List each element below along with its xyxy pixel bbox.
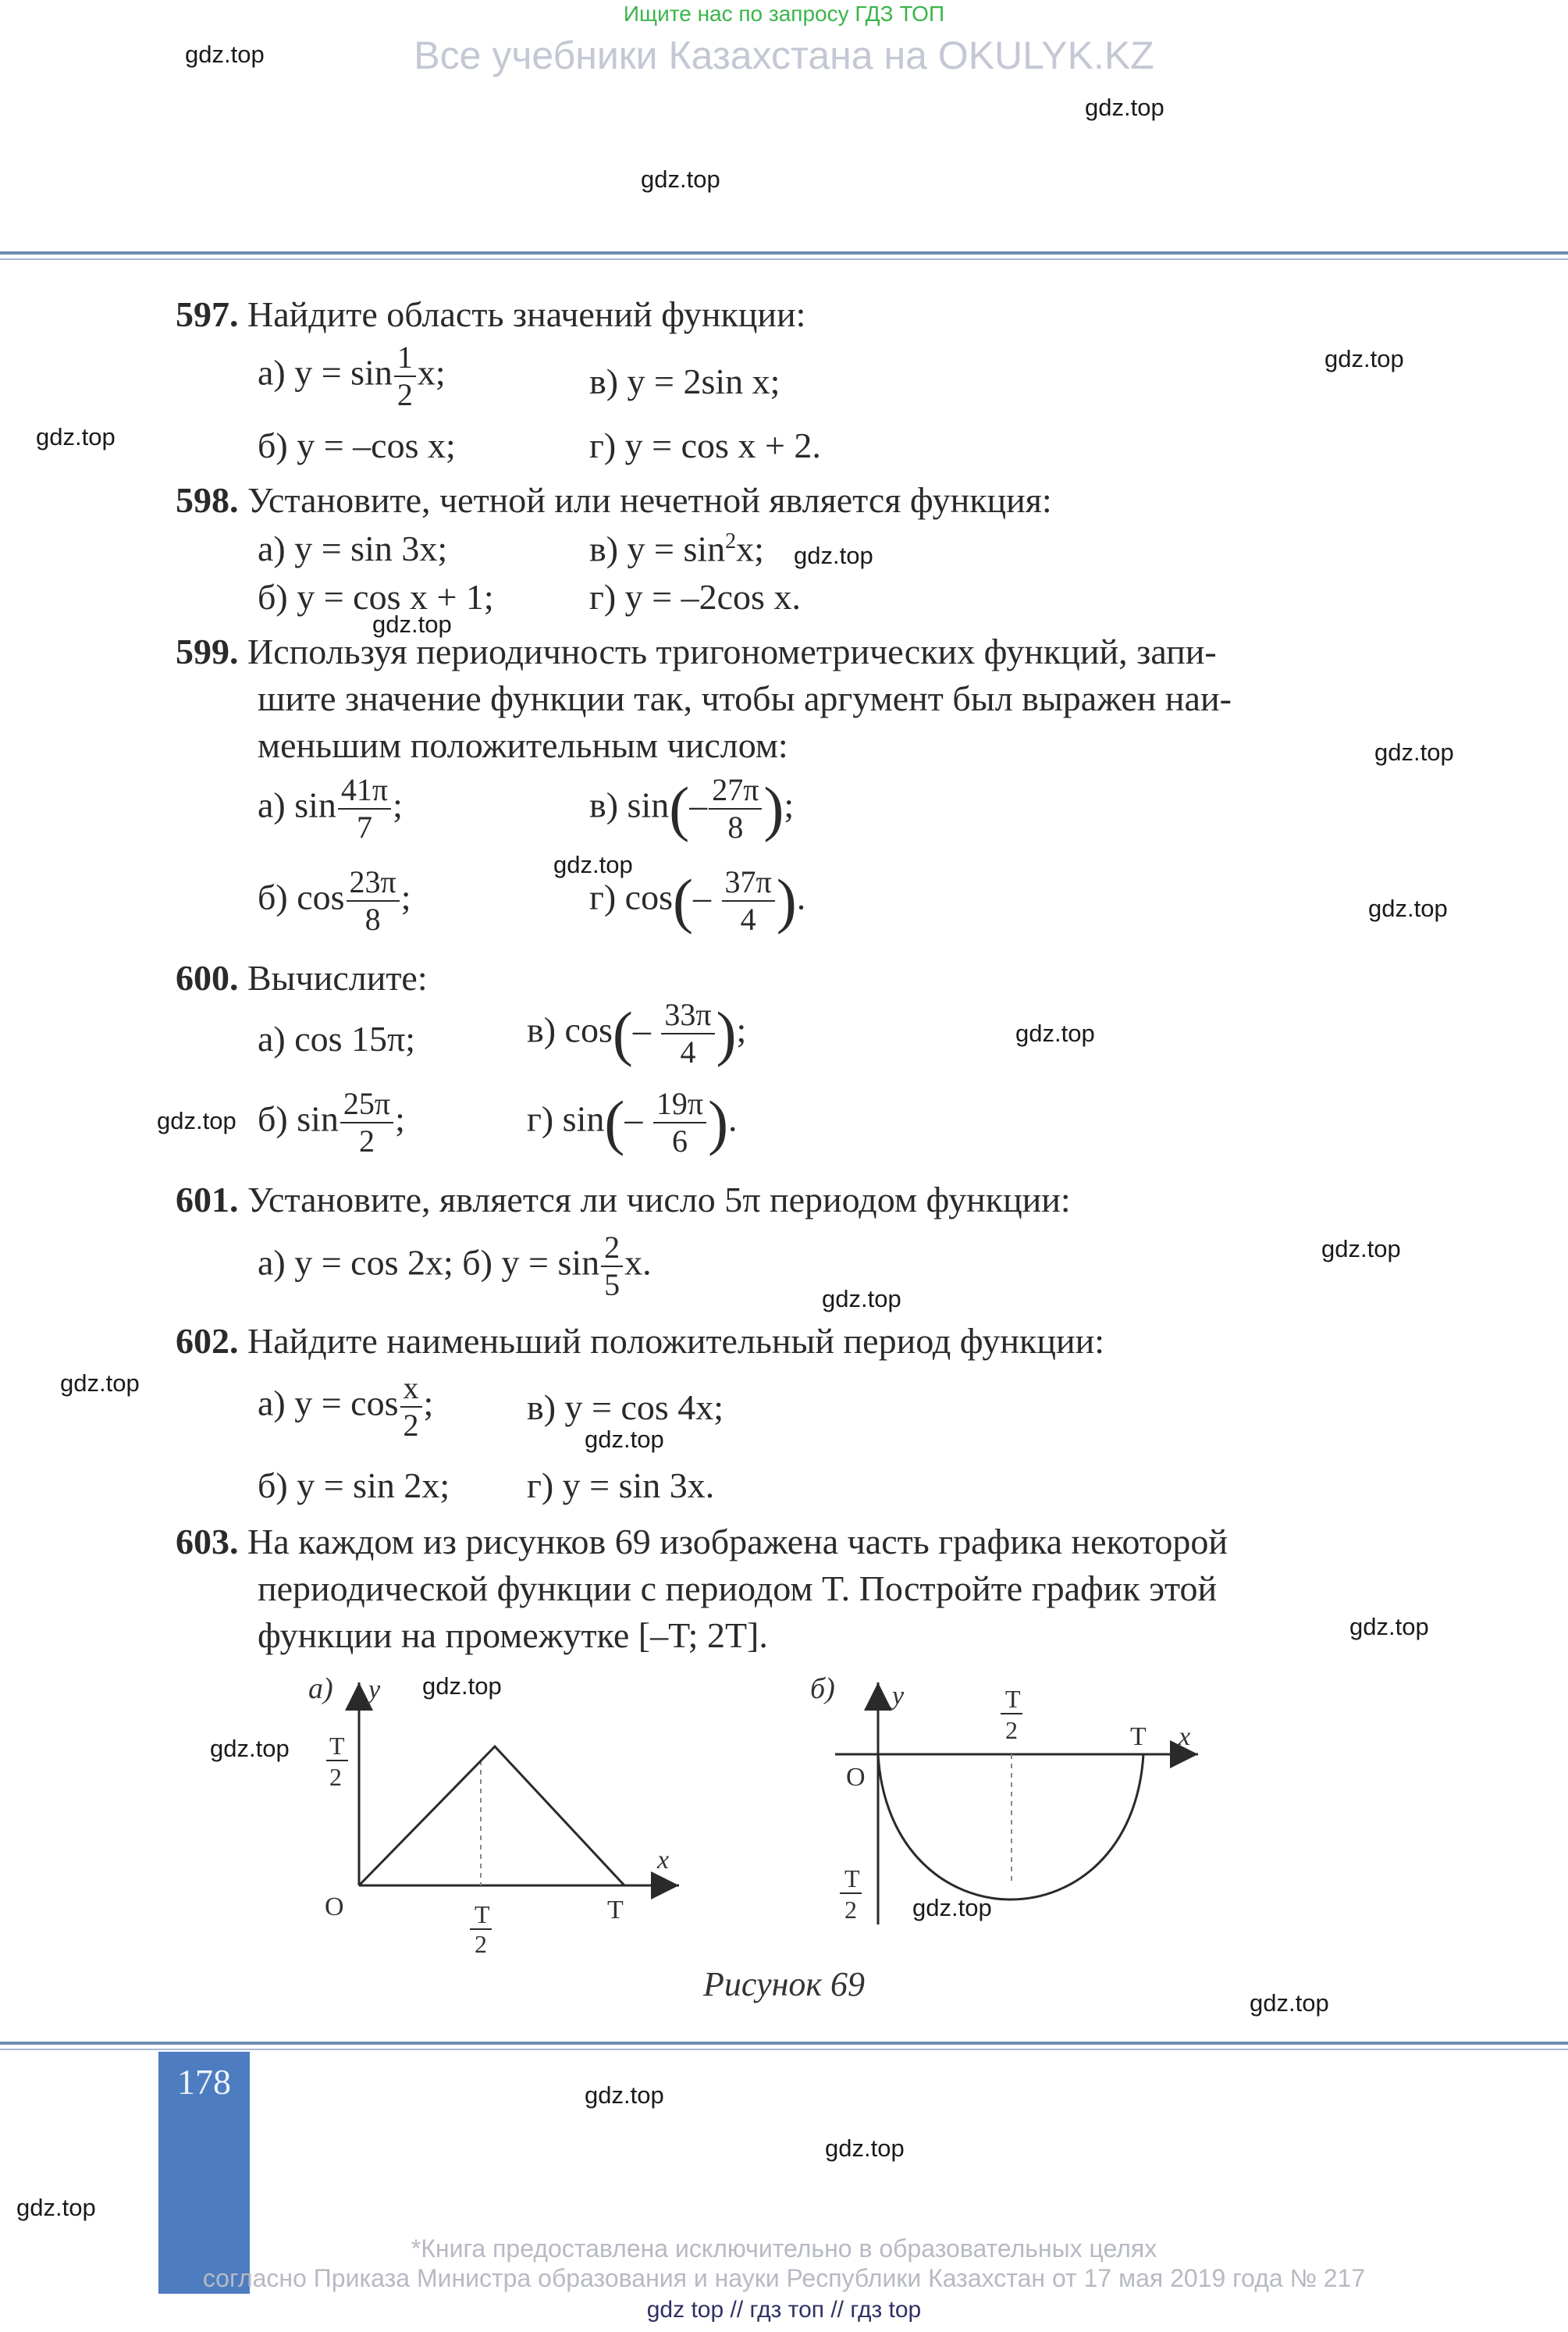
problem-599-line2: шите значение функции так, чтобы аргумент был выражен наи- (258, 678, 1232, 718)
problem-600-v: в) cos(– $\frac{33\pi}{4}$ ); (527, 997, 747, 1070)
watermark: gdz.top (1250, 1989, 1329, 2017)
figure-a-origin: O (325, 1892, 344, 1921)
watermark: gdz.top (1324, 345, 1404, 372)
figure-69a (297, 1667, 702, 1964)
watermark: gdz.top (1349, 1613, 1429, 1640)
problem-600-b: б) sin $\frac{25\pi}{2}$ ; (258, 1086, 405, 1159)
figure-caption: Рисунок 69 (702, 1965, 866, 2003)
problem-602-g: г) y = sin 3x. (527, 1465, 715, 1505)
figure-b-x-label: x (1179, 1722, 1191, 1751)
problem-598-title: 598. Установите, четной или нечетной является функция: (176, 480, 1052, 520)
figure-69b (804, 1667, 1241, 1964)
problem-603-line2: периодической функции с периодом T. Постройте график этой (258, 1568, 1218, 1608)
figure-a-xtick-den: 2 (475, 1930, 487, 1958)
watermark: gdz.top (16, 2194, 96, 2221)
problem-598-a: а) y = sin 3x; (258, 529, 448, 568)
problem-602-a: а) y = cos $\frac{x}{2}$ ; (258, 1370, 434, 1443)
bottom-rule-thin (0, 2049, 1568, 2050)
watermark: gdz.top (210, 1735, 290, 1762)
problem-601-a: а) y = cos 2x; б) y = sin $\frac{2}{5}$ x. (258, 1230, 652, 1302)
watermark: gdz.top (1368, 895, 1448, 922)
watermark: gdz.top (822, 1285, 901, 1312)
footer-disclaimer-line1: *Книга предоставлена исключительно в образовательных целях (411, 2234, 1157, 2263)
problem-599-b: б) cos $\frac{23\pi}{8}$ ; (258, 864, 411, 937)
watermark: gdz.top (825, 2134, 905, 2162)
watermark: gdz.top (794, 542, 873, 569)
problem-602-v: в) y = cos 4x; (527, 1387, 724, 1427)
problem-602-b: б) y = sin 2x; (258, 1465, 450, 1505)
problem-603-line1: 603. На каждом из рисунков 69 изображена часть графика некоторой (176, 1522, 1228, 1561)
watermark: gdz.top (1374, 739, 1454, 766)
figure-a-xend: T (607, 1896, 624, 1924)
problem-597-g: г) y = cos x + 2. (589, 425, 821, 465)
problem-599-v: в) sin(– $\frac{27\pi}{8}$ ); (589, 772, 795, 845)
problem-597-b: б) y = –cos x; (258, 425, 456, 465)
figure-a-y-label: y (368, 1675, 381, 1704)
figure-a-graph (359, 1746, 624, 1885)
problem-597-title: 597. Найдите область значений функции: (176, 294, 806, 334)
problem-600-g: г) sin(– $\frac{19\pi}{6}$ ). (527, 1086, 738, 1159)
watermark: gdz.top (585, 1426, 664, 1453)
problem-597-a: а) y = sin $\frac{1}{2}$ x; (258, 340, 446, 412)
problem-599-line3: меньшим положительным числом: (258, 725, 788, 765)
problem-597-v: в) y = 2sin x; (589, 361, 780, 401)
footer-disclaimer-line2: согласно Приказа Министра образования и науки Республики Казахстан от 17 мая 2019 года № 217 (202, 2264, 1366, 2292)
figure-b-ytick-den: 2 (844, 1896, 857, 1924)
problem-601-title: 601. Установите, является ли число 5π периодом функции: (176, 1180, 1071, 1219)
problem-600-a: а) cos 15π; (258, 1019, 416, 1059)
site-banner-title: Все учебники Казахстана на OKULYK.KZ (414, 34, 1154, 77)
problem-598-g: г) y = –2cos x. (589, 577, 801, 617)
watermark: gdz.top (1321, 1235, 1401, 1262)
watermark: gdz.top (157, 1107, 236, 1134)
search-banner: Ищите нас по запросу ГДЗ ТОП (623, 2, 945, 26)
watermark: gdz.top (641, 166, 720, 193)
figure-b-xtick-den: 2 (1005, 1716, 1018, 1744)
figure-a-label: а) (308, 1672, 333, 1705)
problem-598-b: б) y = cos x + 1; (258, 577, 494, 617)
figure-b-xend: T (1130, 1722, 1147, 1751)
figure-a-ytick-num: T (329, 1732, 345, 1760)
page-number: 178 (177, 2062, 231, 2102)
figure-a-ytick-den: 2 (329, 1763, 342, 1791)
watermark: gdz.top (585, 2081, 664, 2109)
problem-598-v: в) $y = \sin^2x$; (589, 529, 764, 569)
top-rule (0, 251, 1568, 255)
watermark: gdz.top (553, 851, 633, 878)
problem-602-title: 602. Найдите наименьший положительный период функции: (176, 1321, 1105, 1361)
figure-b-label: б) (810, 1672, 835, 1705)
watermark: gdz.top (60, 1369, 140, 1397)
figure-b-y-label: y (892, 1682, 905, 1711)
watermark: gdz.top (36, 423, 116, 450)
problem-603-line3: функции на промежутке [–T; 2T]. (258, 1615, 768, 1655)
watermark: gdz.top (1015, 1020, 1095, 1047)
figure-b-xtick-num: T (1005, 1685, 1021, 1713)
bottom-rule (0, 2042, 1568, 2045)
watermark: gdz.top (372, 611, 452, 638)
watermark: gdz.top (912, 1894, 992, 1921)
watermark: gdz.top (185, 41, 265, 68)
problem-599-a: а) sin $\frac{41\pi}{7}$ ; (258, 772, 403, 845)
problem-599-g: г) cos(– $\frac{37\pi}{4}$ ). (589, 864, 806, 937)
figure-a-xtick-num: T (475, 1900, 490, 1928)
footer-links: gdz top // гдз топ // гдз top (646, 2297, 922, 2323)
problem-599-line1: 599. Используя периодичность тригонометрических функций, запи- (176, 632, 1217, 671)
watermark: gdz.top (422, 1672, 502, 1700)
figure-b-origin: O (846, 1763, 866, 1792)
figure-b-ytick-num: T (844, 1864, 860, 1892)
figure-a-x-label: x (657, 1846, 670, 1875)
problem-600-title: 600. Вычислите: (176, 958, 428, 998)
watermark: gdz.top (1085, 94, 1164, 121)
top-rule-thin (0, 258, 1568, 260)
